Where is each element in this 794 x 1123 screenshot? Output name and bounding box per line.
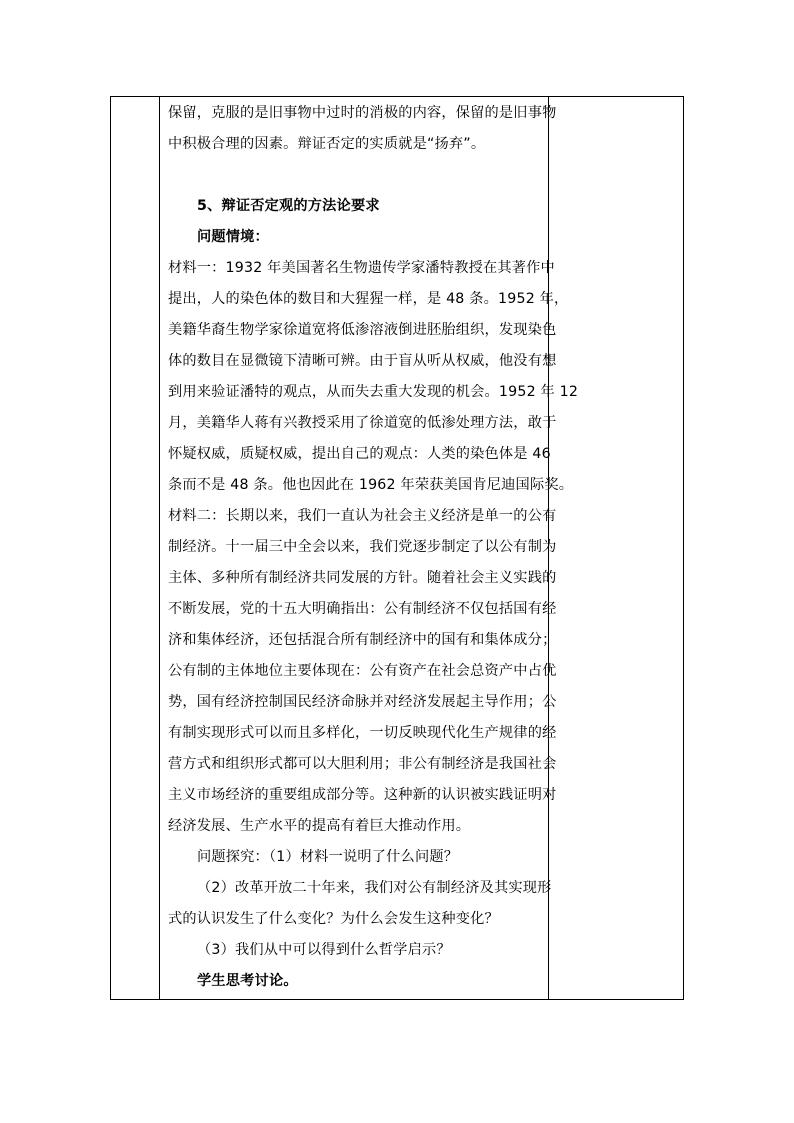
text-line: 主体、多种所有制经济共同发展的方针。随着社会主义实践的 (168, 570, 557, 586)
text-line: 不断发展，党的十五大明确指出：公有制经济不仅包括国有经 (168, 601, 557, 617)
table-frame (110, 96, 684, 1000)
text-line: 到用来验证潘特的观点，从而失去重大发现的机会。1952 年 12 (168, 384, 579, 400)
question-line: 式的认识发生了什么变化？为什么会发生这种变化？ (168, 911, 499, 927)
text-line: 中积极合理的因素。辩证否定的实质就是“扬弃”。 (168, 136, 486, 152)
text-line: 月，美籍华人蒋有兴教授采用了徐道宽的低渗处理方法，敢于 (168, 415, 557, 431)
subheading: 问题情境： (197, 229, 269, 245)
text-line: 材料二：长期以来，我们一直认为社会主义经济是单一的公有 (168, 508, 557, 524)
question-line: （2）改革开放二十年来，我们对公有制经济及其实现形 (197, 880, 552, 896)
question-line: 问题探究：（1）材料一说明了什么问题？ (197, 849, 459, 865)
text-line: 材料一：1932 年美国著名生物遗传学家潘特教授在其著作中 (168, 260, 555, 276)
text-line: 美籍华裔生物学家徐道宽将低渗溶液倒进胚胎组织，发现染色 (168, 322, 557, 338)
text-line: 保留，克服的是旧事物中过时的消极的内容，保留的是旧事物 (168, 105, 557, 121)
text-line: 有制实现形式可以而且多样化，一切反映现代化生产规律的经 (168, 725, 557, 741)
text-line: 体的数目在显微镜下清晰可辨。由于盲从听从权威，他没有想 (168, 353, 557, 369)
column-divider-left (159, 97, 160, 999)
student-activity: 学生思考讨论。 (197, 973, 298, 989)
text-line: 制经济。十一届三中全会以来，我们党逐步制定了以公有制为 (168, 539, 557, 555)
text-line: 条而不是 48 条。他也因此在 1962 年荣获美国肯尼迪国际奖。 (168, 477, 574, 493)
text-line: 怀疑权威，质疑权威，提出自己的观点：人类的染色体是 46 (168, 446, 551, 462)
text-line: 营方式和组织形式都可以大胆利用；非公有制经济是我国社会 (168, 756, 557, 772)
text-line: 提出，人的染色体的数目和大猩猩一样，是 48 条。1952 年， (168, 291, 569, 307)
text-line: 势，国有经济控制国民经济命脉并对经济发展起主导作用；公 (168, 694, 557, 710)
section-heading: 5、辩证否定观的方法论要求 (197, 198, 380, 214)
text-line: 公有制的主体地位主要体现在：公有资产在社会总资产中占优 (168, 663, 557, 679)
text-line: 主义市场经济的重要组成部分等。这种新的认识被实践证明对 (168, 787, 557, 803)
text-line: 济和集体经济，还包括混合所有制经济中的国有和集体成分； (168, 632, 557, 648)
text-line: 经济发展、生产水平的提高有着巨大推动作用。 (168, 818, 471, 834)
question-line: （3）我们从中可以得到什么哲学启示？ (197, 942, 451, 958)
